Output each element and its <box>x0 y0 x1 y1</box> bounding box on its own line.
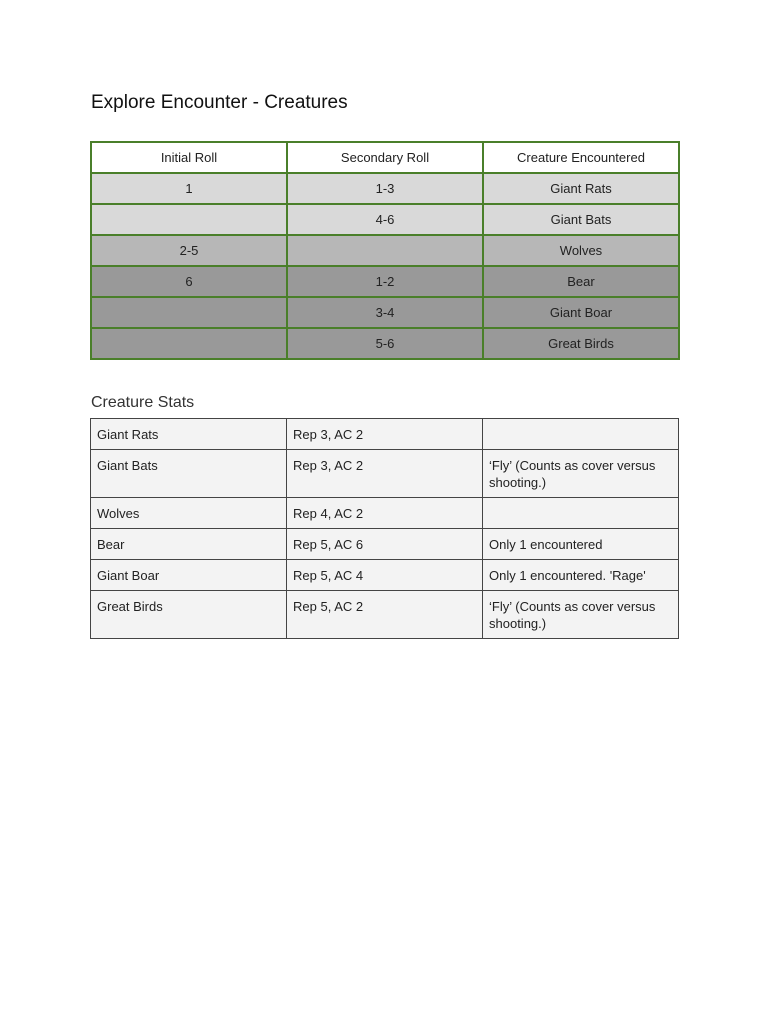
creature-stats-cell: Rep 5, AC 6 <box>287 529 483 560</box>
creature-notes-cell <box>483 419 679 450</box>
initial-roll-cell <box>91 328 287 359</box>
creature-name-cell: Wolves <box>91 498 287 529</box>
creature-notes-cell: Only 1 encountered <box>483 529 679 560</box>
initial-roll-cell <box>91 204 287 235</box>
creature-notes-cell: ‘Fly’ (Counts as cover versus shooting.) <box>483 591 679 639</box>
creature-cell: Bear <box>483 266 679 297</box>
creature-notes-cell <box>483 498 679 529</box>
creature-stats-cell: Rep 5, AC 2 <box>287 591 483 639</box>
creature-name-cell: Giant Bats <box>91 450 287 498</box>
encounter-table <box>90 141 680 360</box>
table-row <box>91 529 679 560</box>
table-row <box>91 235 679 266</box>
table-row <box>91 204 679 235</box>
header-secondary-roll: Secondary Roll <box>287 142 483 173</box>
initial-roll-cell: 2-5 <box>91 235 287 266</box>
creature-notes-cell: Only 1 encountered. 'Rage' <box>483 560 679 591</box>
creature-name-cell: Giant Rats <box>91 419 287 450</box>
initial-roll-cell: 1 <box>91 173 287 204</box>
secondary-roll-cell: 5-6 <box>287 328 483 359</box>
initial-roll-cell: 6 <box>91 266 287 297</box>
table-row <box>91 498 679 529</box>
creature-cell: Giant Bats <box>483 204 679 235</box>
creature-cell: Great Birds <box>483 328 679 359</box>
header-creature-encountered: Creature Encountered <box>483 142 679 173</box>
creature-name-cell: Great Birds <box>91 591 287 639</box>
creature-stats-cell: Rep 3, AC 2 <box>287 419 483 450</box>
table-row <box>91 450 679 498</box>
table-header-row <box>91 142 679 173</box>
creature-name-cell: Giant Boar <box>91 560 287 591</box>
table-row <box>91 560 679 591</box>
header-initial-roll: Initial Roll <box>91 142 287 173</box>
secondary-roll-cell: 1-3 <box>287 173 483 204</box>
creature-cell: Giant Boar <box>483 297 679 328</box>
secondary-roll-cell: 1-2 <box>287 266 483 297</box>
creature-stats-cell: Rep 5, AC 4 <box>287 560 483 591</box>
secondary-roll-cell: 3-4 <box>287 297 483 328</box>
secondary-roll-cell <box>287 235 483 266</box>
table-row <box>91 328 679 359</box>
creature-cell: Giant Rats <box>483 173 679 204</box>
creature-stats-heading: Creature Stats <box>91 394 195 411</box>
creature-stats-table <box>90 418 679 639</box>
table-row <box>91 297 679 328</box>
creature-stats-cell: Rep 3, AC 2 <box>287 450 483 498</box>
table-row <box>91 266 679 297</box>
secondary-roll-cell: 4-6 <box>287 204 483 235</box>
creature-stats-cell: Rep 4, AC 2 <box>287 498 483 529</box>
creature-cell: Wolves <box>483 235 679 266</box>
table-row <box>91 419 679 450</box>
table-row <box>91 591 679 639</box>
page-title: Explore Encounter - Creatures <box>91 92 348 113</box>
initial-roll-cell <box>91 297 287 328</box>
table-row <box>91 173 679 204</box>
creature-name-cell: Bear <box>91 529 287 560</box>
creature-notes-cell: ‘Fly’ (Counts as cover versus shooting.) <box>483 450 679 498</box>
